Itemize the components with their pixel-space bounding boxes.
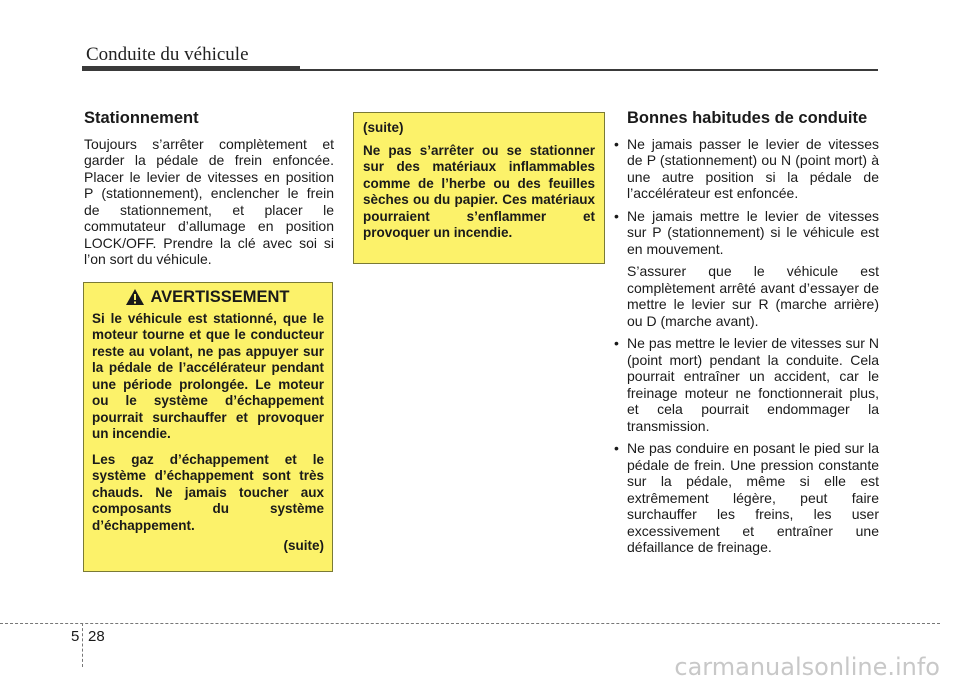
bullet-icon: • [614,207,619,224]
header-rule-thin [300,69,878,71]
footer-dashed-divider [82,623,83,667]
bullet-icon: • [614,335,619,351]
warning-continued: (suite) [283,538,324,553]
page-header-title: Conduite du véhicule [86,44,249,65]
warning-title [92,289,324,306]
footer-dashed-rule [0,623,940,624]
list-item [611,440,879,556]
stationnement-text: Toujours s’arrêter complètement et garder la pédale de frein enfoncée. Placer le levier de vitesses en position P (stationnement), enclencher le frein de stationnement, et placer le commutateur d’allumage en position LOCK/OFF. Prendre la clé avec soi si l’on sort du véhicule. [84,135,334,267]
warning-triangle-icon [126,289,144,305]
list-item [611,335,879,434]
watermark: carmanualsonline.info [674,653,940,681]
warning-paragraph-1: Si le véhicule est stationné, que le moteur tourne et que le conducteur reste au volant, ne pas appuyer sur la pédale de l’accélérateur pendant une période prolongée. Le moteur ou le système d’échappement pourrait surchauffer et provoquer un incendie. [92,310,324,441]
bullet-icon: • [614,440,619,456]
list-item-text: Ne jamais mettre le levier de vitesses sur P (stationnement) si le véhicule est en mouvement. [627,207,879,257]
section-heading-driving-habits: Bonnes habitudes de conduite [627,109,868,127]
chapter-number: 5 [71,628,80,645]
page-number: 28 [88,628,105,645]
list-item-text: Ne pas conduire en posant le pied sur la pédale de frein. Une pression constante sur la pédale, même si elle est extrêmement légère, peut faire surchauffer les freins, les user excessivement et entraîner une défaillance de freinage. [627,440,879,555]
driving-habits-list [611,136,879,556]
list-item [611,136,879,202]
list-item [611,208,879,330]
continued-warning-text: Ne pas s’arrêter ou se stationner sur des matériaux inflammables comme de l’herbe ou des feuilles sèches ou du papier. Ces matériaux pourraient s’enflammer et provoquer un incendie. [363,142,595,240]
continued-warning-box [353,112,605,264]
warning-paragraph-2: Les gaz d’échappement et le système d’échappement sont très chauds. Ne jamais toucher aux composants du système d’échappement. [92,451,324,533]
warning-box [83,282,333,572]
list-item-extra-text: S’assurer que le véhicule est complètement arrêté avant d’essayer de mettre le levier sur R (marche arrière) ou D (marche avant). [627,263,879,329]
stationnement-section [84,110,334,268]
section-heading-stationnement: Stationnement [84,109,199,127]
header-rule-thick [82,66,300,71]
list-item-text: Ne pas mettre le levier de vitesses sur N (point mort) pendant la conduite. Cela pourrait entraîner un accident, car le freinage moteur ne fonctionnerait plus, et cela pourrait endommager la transmission. [627,335,879,434]
bullet-icon: • [614,135,619,152]
warning-title-text: AVERTISSEMENT [150,288,290,306]
list-item-text: Ne jamais passer le levier de vitesses de P (stationnement) ou N (point mort) à une autre position si la pédale de l’accélérateur est enfoncée. [627,135,879,201]
driving-habits-section [611,110,879,562]
continued-label: (suite) [363,120,404,135]
